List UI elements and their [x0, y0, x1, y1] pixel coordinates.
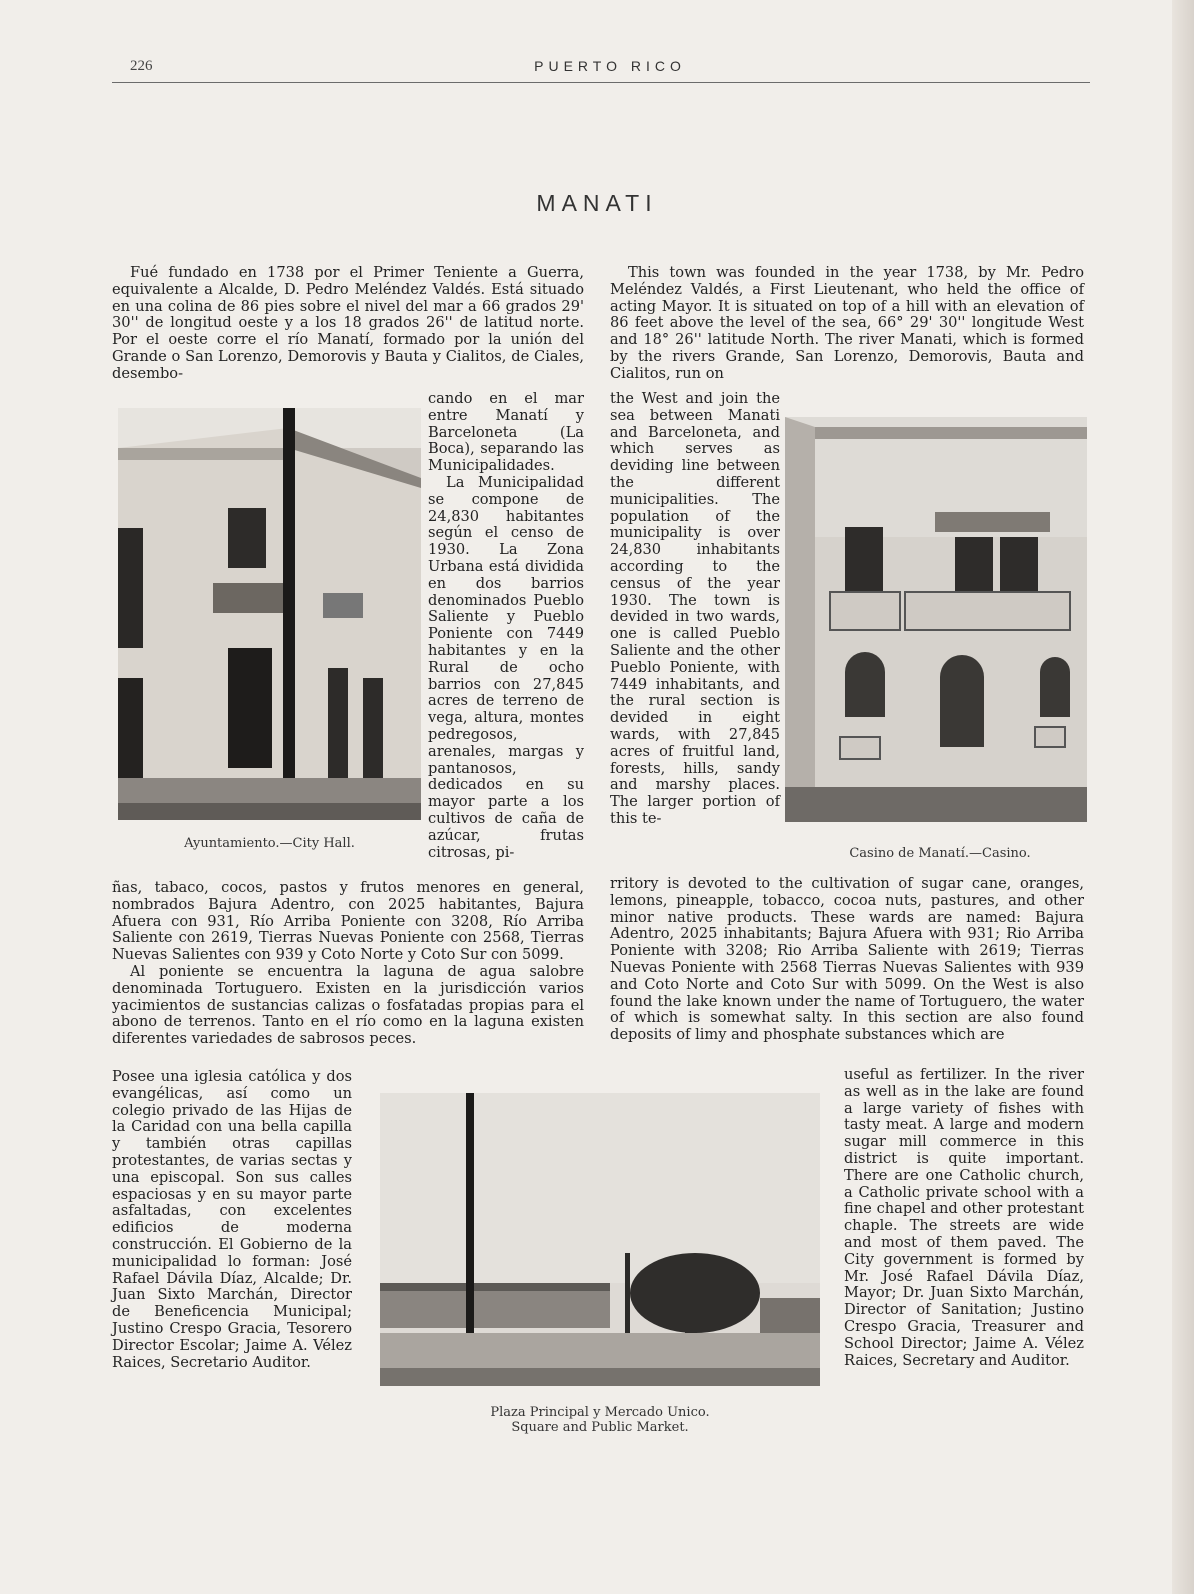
english-paragraph-middle — [610, 876, 1084, 1044]
page-header — [130, 52, 1090, 82]
city-hall-photo — [118, 408, 421, 820]
casino-photo — [785, 417, 1087, 822]
plaza-caption-spanish: Plaza Principal y Mercado Unico. — [490, 1405, 710, 1420]
english-paragraph-bottom — [844, 1067, 1084, 1369]
spanish-paragraph-middle — [112, 880, 584, 1048]
spanish-text-beside-1: cando en el mar entre Manatí y Barceloneta (La Boca), separando las Municipalidades. — [428, 390, 584, 475]
spanish-text-middle-2: Al poniente se encuentra la laguna de agua salobre denominada Tortuguero. Existen en la jurisdicción varios yacimientos de sustancias calizas o fosfatadas propias para el abono de terrenos. Tanto en el río como en la laguna existen diferentes variedades de sabrosos peces. — [112, 962, 584, 1048]
english-text-bottom: useful as fertilizer. In the river as well as in the lake are found a large variety of fishes with tasty meat. A large and modern sugar mill commerce in this district is quite important. There are one Catholic church, a Catholic private school with a fine chapel and other protestant chaple. The streets are wide and most of them paved. The City government is formed by Mr. José Rafael Dávila Díaz, Mayor; Dr. Juan Sixto Marchán, Director of Sanitation; Justino Crespo Gracia, Treasurer and School Director; Jaime A. Vélez Raices, Secretary and Auditor. — [844, 1066, 1084, 1369]
casino-caption: Casino de Manatí.—Casino. — [849, 846, 1031, 861]
spanish-text-beside-2: La Municipalidad se compone de 24,830 habitantes según el censo de 1930. La Zona Urbana está dividida en dos barrios denominados Pueblo Saliente y Pueblo Poniente con 7449 habitantes y en la Rural de ocho barrios con 27,845 acres de terreno de vega, altura, montes pedregosos, arenales, margas y pantanosos, dedicados en su mayor parte a los cultivos de caña de azúcar, frutas citrosas, pi- — [428, 473, 584, 861]
spanish-paragraph-intro — [112, 265, 584, 383]
plaza-caption — [380, 1405, 820, 1435]
plaza-caption-english: Square and Public Market. — [511, 1420, 689, 1435]
english-text-middle: rritory is devoted to the cultivation of sugar cane, oranges, lemons, pineapple, tobacco, cocoa nuts, pastures, and other minor native products. These wards are named: Bajura Adentro, 2025 inhabitants; Bajura Afuera with 931; Rio Arriba Poniente with 3208; Rio Arriba Saliente with 2619; Tierras Nuevas Poniente with 2568 Tierras Nuevas Salientes with 939 and Coto Norte and Coto Sur with 5099. On the West is also found the lake known under the name of Tortuguero, the water of which is somewhat salty. In this section are also found deposits of limy and phosphate substances which are — [610, 875, 1084, 1044]
english-paragraph-intro — [610, 265, 1084, 383]
english-narrow-column — [610, 391, 780, 828]
article-title: MANATI — [536, 190, 658, 216]
english-text-top: This town was founded in the year 1738, by Mr. Pedro Meléndez Valdés, a First Lieutenant, who held the office of acting Mayor. It is situated on top of a hill with an elevation of 86 feet above the level of the sea, 66° 29' 30'' longitude West and 18° 26'' latitude North. The river Manati, which is formed by the rivers Grande, San Lorenzo, Demorovis, Bauta and Cialitos, run on — [610, 264, 1084, 382]
spanish-narrow-column — [428, 391, 584, 861]
spanish-text-bottom: Posee una iglesia católica y dos evangélicas, así como un colegio privado de las Hijas de la Caridad con una bella capilla y también otras capillas protestantes, de varias sectas y una episcopal. Son sus calles espaciosas y en su mayor parte asfaltadas, con excelentes edificios de moderna construcción. El Gobierno de la municipalidad lo forman: José Rafael Dávila Díaz, Alcalde; Dr. Juan Sixto Marchán, Director de Beneficencia Municipal; Justino Crespo Gracia, Tesorero Director Escolar; Jaime A. Vélez Raices, Secretario Auditor. — [112, 1068, 352, 1371]
spanish-text-middle: ñas, tabaco, cocos, pastos y frutos menores en general, nombrados Bajura Adentro, con 2025 habitantes, Bajura Afuera con 931, Río Arriba Poniente con 3208, Río Arriba Saliente con 2619, Tierras Nuevas Poniente con 2568, Tierras Nuevas Salientes con 939 y Coto Norte y Coto Sur con 5099. — [112, 879, 584, 964]
city-hall-caption: Ayuntamiento.—City Hall. — [184, 836, 355, 851]
english-text-beside: the West and join the sea between Manati and Barceloneta, and which serves as deviding line between the different municipalities. The population of the municipality is over 24,830 inhabitants according to the census of the year 1930. The town is devided in two wards, one is called Pueblo Saliente and the other Pueblo Poniente, with 7449 inhabitants, and the rural section is devided in eight wards, with 27,845 acres of fruitful land, forests, hills, sandy and marshy places. The larger portion of this te- — [610, 390, 780, 827]
header-rule — [112, 82, 1090, 83]
page-edge — [1172, 0, 1194, 1594]
spanish-paragraph-bottom — [112, 1069, 352, 1371]
page-number: 226 — [130, 58, 153, 74]
running-title: PUERTO RICO — [534, 58, 686, 74]
plaza-photo — [380, 1093, 820, 1386]
spanish-text-top: Fué fundado en 1738 por el Primer Teniente a Guerra, equivalente a Alcalde, D. Pedro Meléndez Valdés. Está situado en una colina de 86 pies sobre el nivel del mar a 66 grados 29' 30'' de longitud oeste y a los 18 grados 26'' de latitud norte. Por el oeste corre el río Manatí, formado por la unión del Grande o San Lorenzo, Demorovis y Bauta y Cialitos, de Ciales, desembo- — [112, 264, 584, 382]
